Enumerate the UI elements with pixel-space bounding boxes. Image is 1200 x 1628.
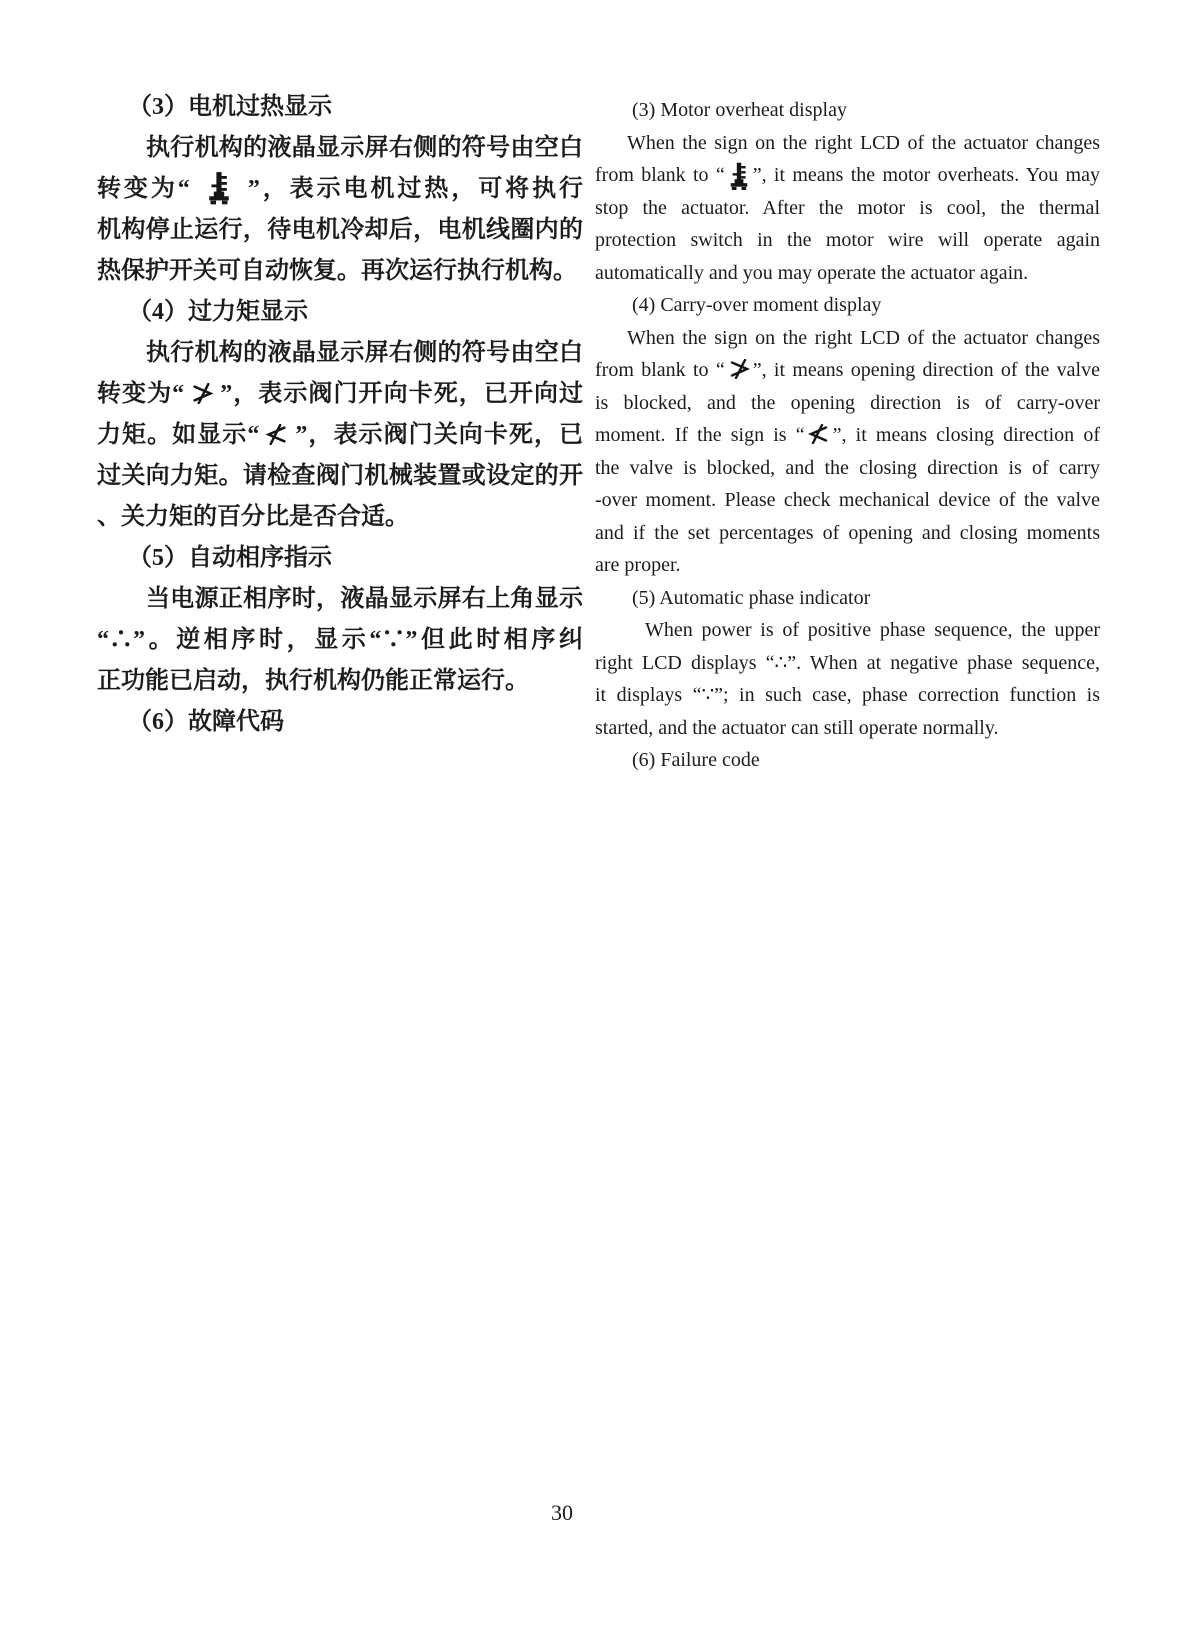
line-text: moment. If the sign is “ (595, 424, 805, 446)
paragraph-line (595, 354, 1100, 387)
paragraph-line: 热保护开关可自动恢复。再次运行执行机构。 (97, 258, 577, 284)
line-text: 力矩。如显示“ (97, 422, 260, 448)
arrow-right-crossed-icon (727, 357, 751, 377)
paragraph-line (97, 374, 583, 415)
line-text: 转变为“ (97, 381, 185, 407)
paragraph-line: 过关向力矩。请检查阀门机械装置或设定的开 (97, 463, 583, 489)
paragraph-line: 正功能已启动，执行机构仍能正常运行。 (97, 668, 529, 694)
arrow-left-crossed-icon (807, 422, 831, 442)
section-heading-en-5: (5) Automatic phase indicator (632, 586, 871, 609)
paragraph-line: “∴”。逆相序时，显示“∵”但此时相序纠 (97, 627, 583, 653)
paragraph-line: When power is of positive phase sequence, the upper (645, 619, 1100, 641)
paragraph-line: 执行机构的液晶显示屏右侧的符号由空白 (146, 135, 583, 161)
line-text: ”，表示阀门关向卡死，已 (295, 422, 584, 448)
paragraph-line: it displays “∵”; in such case, phase correction function is (595, 684, 1100, 706)
paragraph-line: 机构停止运行，待电机冷却后，电机线圈内的 (97, 217, 583, 243)
paragraph-line: 当电源正相序时，液晶显示屏右上角显示 (146, 586, 583, 612)
line-text: from blank to “ (595, 359, 725, 381)
section-heading-en-3: (3) Motor overheat display (632, 99, 847, 121)
paragraph-line: is blocked, and the opening direction is of carry-over (595, 391, 1100, 414)
line-text: from blank to “ (595, 164, 725, 186)
line-text: ”, it means opening direction of the valve (752, 359, 1100, 381)
thermometer-icon (206, 172, 232, 206)
arrow-left-crossed-icon (264, 418, 290, 439)
line-text: ”，表示电机过热，可将执行 (247, 176, 584, 202)
paragraph-line: the valve is blocked, and the closing direction is of carry (595, 456, 1100, 479)
paragraph-line (595, 159, 1100, 192)
paragraph-line: right LCD displays “∴”. When at negative phase sequence, (595, 651, 1100, 674)
paragraph-line (97, 415, 583, 456)
paragraph-line: -over moment. Please check mechanical device of the valve (595, 489, 1100, 511)
arrow-right-crossed-icon (189, 377, 215, 398)
paragraph-line: When the sign on the right LCD of the actuator changes (627, 131, 1100, 154)
section-heading-zh-5: （5）自动相序指示 (128, 545, 332, 571)
line-text: ”, it means closing direction of (832, 424, 1100, 446)
line-text: ”，表示阀门开向卡死，已开向过 (220, 381, 584, 407)
chinese-column (97, 87, 583, 743)
paragraph-line: are proper. (595, 554, 681, 576)
section-heading-zh-6: （6）故障代码 (128, 709, 284, 735)
line-text: 转变为“ (97, 176, 190, 202)
thermometer-icon (728, 162, 750, 192)
paragraph-line: 、关力矩的百分比是否合适。 (97, 504, 409, 530)
paragraph-line: started, and the actuator can still operate normally. (595, 716, 999, 739)
paragraph-line: automatically and you may operate the actuator again. (595, 261, 1029, 284)
paragraph-line: protection switch in the motor wire will operate again (595, 229, 1100, 251)
section-heading-en-6: (6) Failure code (632, 749, 760, 771)
section-heading-zh-3: （3）电机过热显示 (128, 94, 332, 120)
page-number: 30 (551, 1500, 573, 1525)
paragraph-line: When the sign on the right LCD of the actuator changes (627, 326, 1100, 349)
paragraph-line (595, 419, 1100, 452)
line-text: ”, it means the motor overheats. You may (752, 164, 1100, 186)
section-heading-en-4: (4) Carry-over moment display (632, 294, 882, 316)
paragraph-line (97, 169, 583, 210)
paragraph-line: stop the actuator. After the motor is cool, the thermal (595, 196, 1100, 219)
section-heading-zh-4: （4）过力矩显示 (128, 299, 308, 325)
paragraph-line: 执行机构的液晶显示屏右侧的符号由空白 (146, 340, 583, 366)
paragraph-line: and if the set percentages of opening and closing moments (595, 521, 1100, 544)
english-column (595, 94, 1100, 777)
